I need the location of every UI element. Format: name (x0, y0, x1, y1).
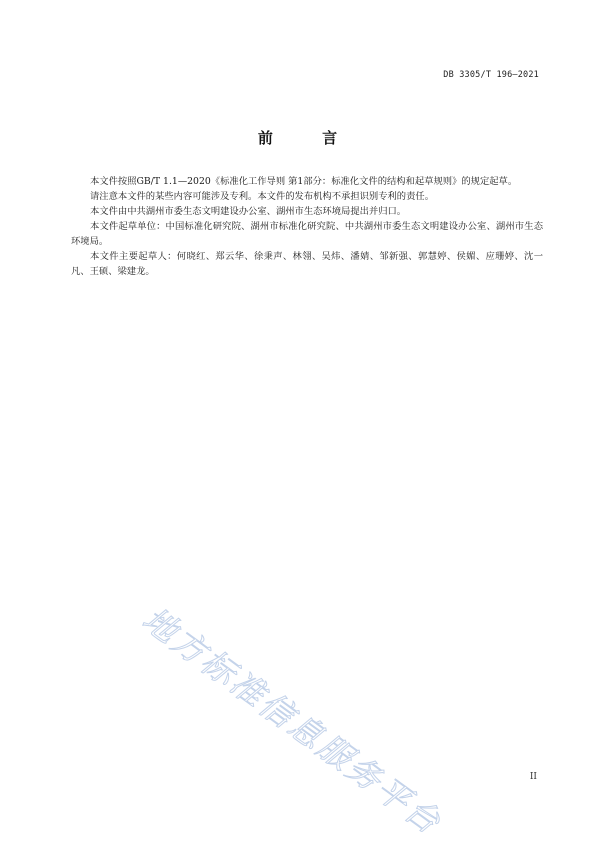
paragraph-drafting-rules: 本文件按照GB/T 1.1—2020《标准化工作导则 第1部分：标准化文件的结构和起草规则》的规定起草。 (90, 176, 518, 187)
page-number: II (529, 772, 537, 782)
paragraph-drafting-units: 本文件起草单位：中国标准化研究院、湖州市标准化研究院、中共湖州市委生态文明建设办公室、湖州市生态环境局。 (71, 221, 543, 247)
paragraph-drafters: 本文件主要起草人：何晓红、郑云华、徐秉声、林翎、吴炜、潘婧、邹新强、郭慧婷、侯媚、应珊婷、沈一凡、王硕、梁建龙。 (71, 251, 543, 277)
document-code: DB 3305/T 196—2021 (443, 70, 539, 80)
watermark: 地方标准信息服务平台 (135, 599, 450, 843)
paragraph-patent-notice: 请注意本文件的某些内容可能涉及专利。本文件的发布机构不承担识别专利的责任。 (90, 191, 434, 202)
paragraph-proposer: 本文件由中共湖州市委生态文明建设办公室、湖州市生态环境局提出并归口。 (90, 206, 407, 217)
foreword-body (71, 174, 543, 279)
page-title: 前 言 (257, 129, 360, 147)
